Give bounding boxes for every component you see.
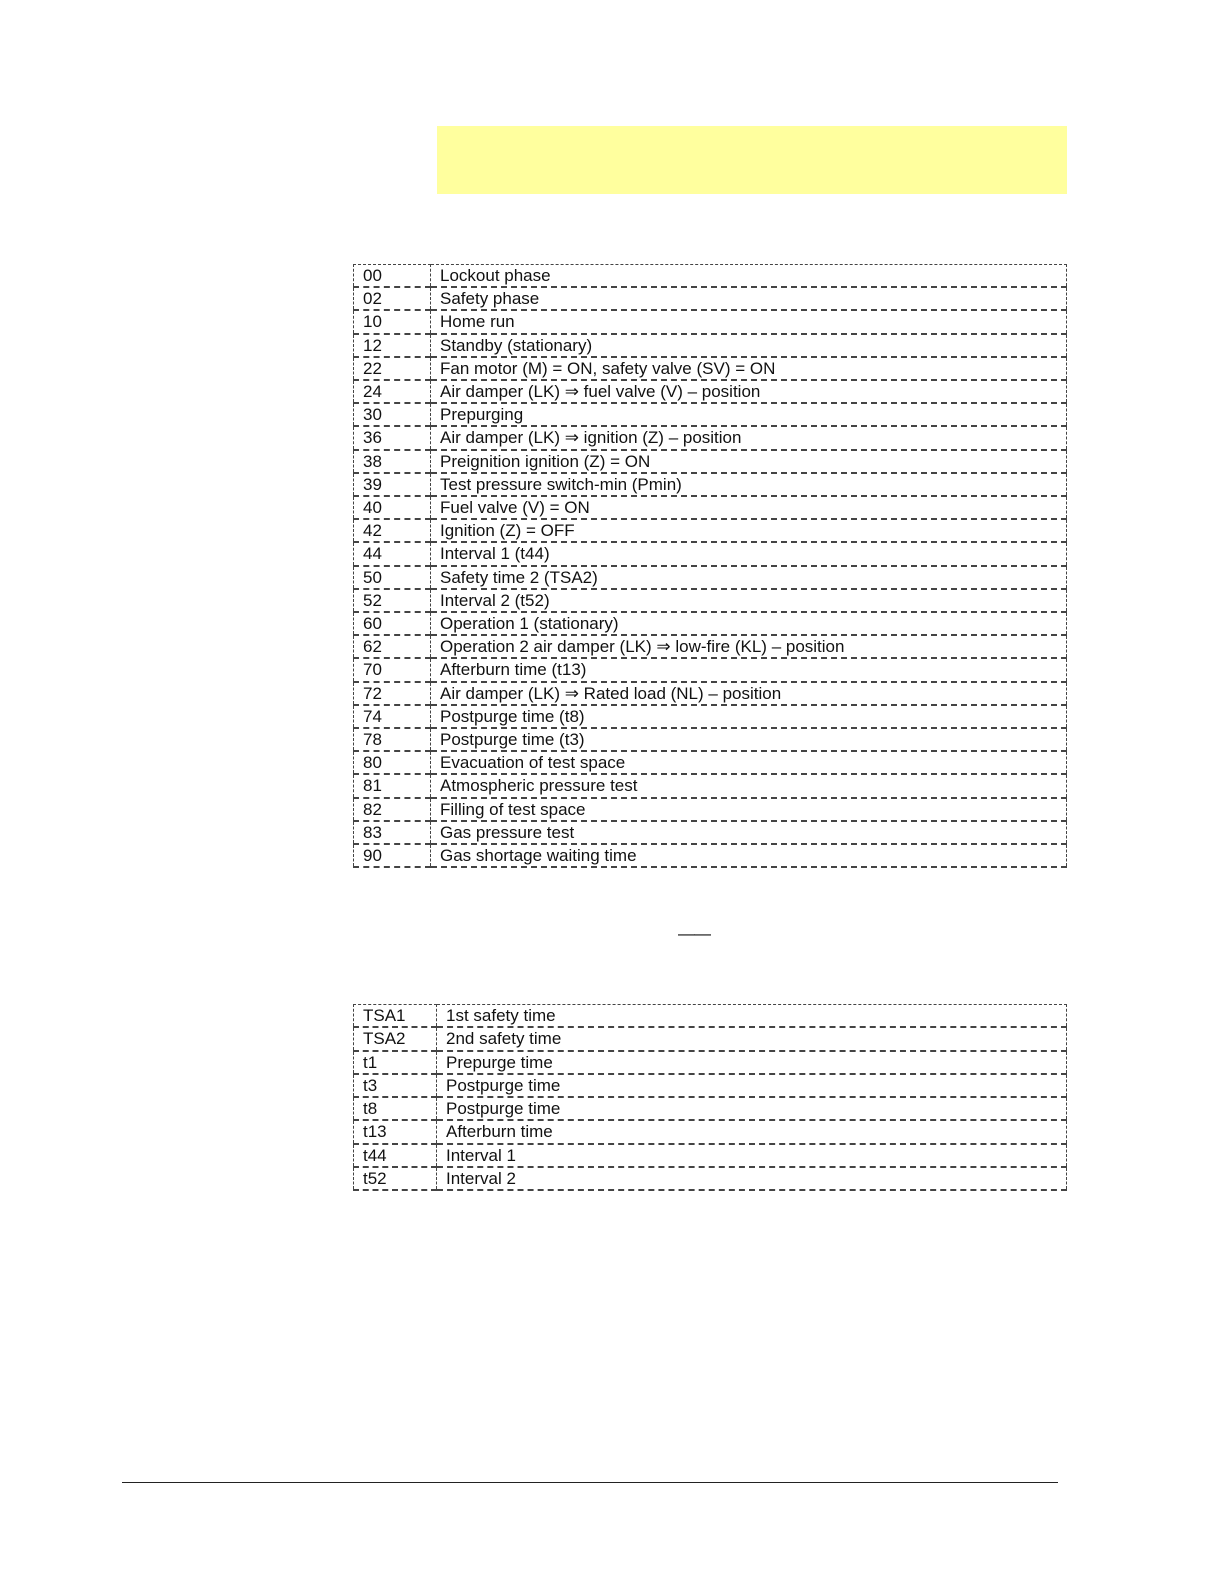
description-cell: Air damper (LK) ⇒ Rated load (NL) – position — [431, 682, 1067, 705]
description-cell: Home run — [431, 310, 1067, 333]
table-row — [354, 1144, 1067, 1167]
phase-table-body — [354, 265, 1067, 868]
table-row — [354, 1167, 1067, 1190]
description-cell: Prepurging — [431, 403, 1067, 426]
description-cell: Interval 1 (t44) — [431, 542, 1067, 565]
code-cell: t52 — [354, 1167, 437, 1190]
code-cell: TSA2 — [354, 1027, 437, 1050]
code-cell: 38 — [354, 450, 431, 473]
code-cell: 22 — [354, 357, 431, 380]
table-row — [354, 821, 1067, 844]
code-cell: t13 — [354, 1120, 437, 1143]
code-cell: 44 — [354, 542, 431, 565]
description-cell: Postpurge time (t3) — [431, 728, 1067, 751]
table-row — [354, 1005, 1067, 1028]
description-cell: Interval 2 — [437, 1167, 1067, 1190]
table-row — [354, 589, 1067, 612]
table-row — [354, 473, 1067, 496]
description-cell: Operation 2 air damper (LK) ⇒ low-fire (KL) – position — [431, 635, 1067, 658]
description-cell: Interval 2 (t52) — [431, 589, 1067, 612]
code-cell: 39 — [354, 473, 431, 496]
code-cell: t3 — [354, 1074, 437, 1097]
table-row — [354, 658, 1067, 681]
code-cell: TSA1 — [354, 1005, 437, 1028]
code-cell: t8 — [354, 1097, 437, 1120]
description-cell: Postpurge time — [437, 1097, 1067, 1120]
description-cell: Afterburn time (t13) — [431, 658, 1067, 681]
description-cell: Atmospheric pressure test — [431, 774, 1067, 797]
code-cell: 72 — [354, 682, 431, 705]
code-cell: 00 — [354, 265, 431, 288]
table-row — [354, 1120, 1067, 1143]
description-cell: Interval 1 — [437, 1144, 1067, 1167]
description-cell: Safety time 2 (TSA2) — [431, 566, 1067, 589]
code-cell: 90 — [354, 844, 431, 867]
code-cell: 40 — [354, 496, 431, 519]
table-row — [354, 635, 1067, 658]
description-cell: Fuel valve (V) = ON — [431, 496, 1067, 519]
description-cell: Afterburn time — [437, 1120, 1067, 1143]
description-cell: Lockout phase — [431, 265, 1067, 288]
code-cell: 36 — [354, 426, 431, 449]
table-row — [354, 774, 1067, 797]
code-cell: t1 — [354, 1051, 437, 1074]
code-cell: 74 — [354, 705, 431, 728]
code-cell: t44 — [354, 1144, 437, 1167]
table-row — [354, 844, 1067, 867]
table-row — [354, 705, 1067, 728]
table-row — [354, 798, 1067, 821]
table-row — [354, 519, 1067, 542]
table-row — [354, 426, 1067, 449]
code-cell: 52 — [354, 589, 431, 612]
code-cell: 12 — [354, 334, 431, 357]
code-cell: 02 — [354, 287, 431, 310]
description-cell: Standby (stationary) — [431, 334, 1067, 357]
code-cell: 80 — [354, 751, 431, 774]
code-cell: 62 — [354, 635, 431, 658]
table-row — [354, 1074, 1067, 1097]
time-code-table — [353, 1004, 1067, 1191]
table-row — [354, 751, 1067, 774]
description-cell: Postpurge time — [437, 1074, 1067, 1097]
table-row — [354, 542, 1067, 565]
description-cell: Air damper (LK) ⇒ fuel valve (V) – position — [431, 380, 1067, 403]
table-row — [354, 357, 1067, 380]
code-cell: 50 — [354, 566, 431, 589]
code-cell: 30 — [354, 403, 431, 426]
table-row — [354, 265, 1067, 288]
code-cell: 82 — [354, 798, 431, 821]
description-cell: Evacuation of test space — [431, 751, 1067, 774]
code-cell: 10 — [354, 310, 431, 333]
description-cell: Operation 1 (stationary) — [431, 612, 1067, 635]
description-cell: Fan motor (M) = ON, safety valve (SV) = ON — [431, 357, 1067, 380]
phase-code-table — [353, 264, 1067, 868]
table-row — [354, 728, 1067, 751]
table-row — [354, 403, 1067, 426]
separator-dashes: —— — [678, 924, 710, 943]
table-row — [354, 450, 1067, 473]
code-cell: 81 — [354, 774, 431, 797]
table-row — [354, 310, 1067, 333]
description-cell: Gas pressure test — [431, 821, 1067, 844]
time-table-body — [354, 1005, 1067, 1191]
description-cell: Postpurge time (t8) — [431, 705, 1067, 728]
table-row — [354, 287, 1067, 310]
description-cell: Safety phase — [431, 287, 1067, 310]
code-cell: 83 — [354, 821, 431, 844]
table-row — [354, 334, 1067, 357]
table-row — [354, 1097, 1067, 1120]
description-cell: 2nd safety time — [437, 1027, 1067, 1050]
description-cell: 1st safety time — [437, 1005, 1067, 1028]
table-row — [354, 1027, 1067, 1050]
description-cell: Gas shortage waiting time — [431, 844, 1067, 867]
code-cell: 70 — [354, 658, 431, 681]
table-row — [354, 566, 1067, 589]
code-cell: 24 — [354, 380, 431, 403]
table-row — [354, 1051, 1067, 1074]
description-cell: Preignition ignition (Z) = ON — [431, 450, 1067, 473]
code-cell: 60 — [354, 612, 431, 635]
description-cell: Prepurge time — [437, 1051, 1067, 1074]
table-row — [354, 380, 1067, 403]
description-cell: Ignition (Z) = OFF — [431, 519, 1067, 542]
description-cell: Filling of test space — [431, 798, 1067, 821]
table-row — [354, 496, 1067, 519]
highlight-box — [437, 126, 1067, 194]
code-cell: 42 — [354, 519, 431, 542]
code-cell: 78 — [354, 728, 431, 751]
description-cell: Air damper (LK) ⇒ ignition (Z) – position — [431, 426, 1067, 449]
table-row — [354, 682, 1067, 705]
footer-rule — [122, 1482, 1058, 1483]
description-cell: Test pressure switch-min (Pmin) — [431, 473, 1067, 496]
table-row — [354, 612, 1067, 635]
